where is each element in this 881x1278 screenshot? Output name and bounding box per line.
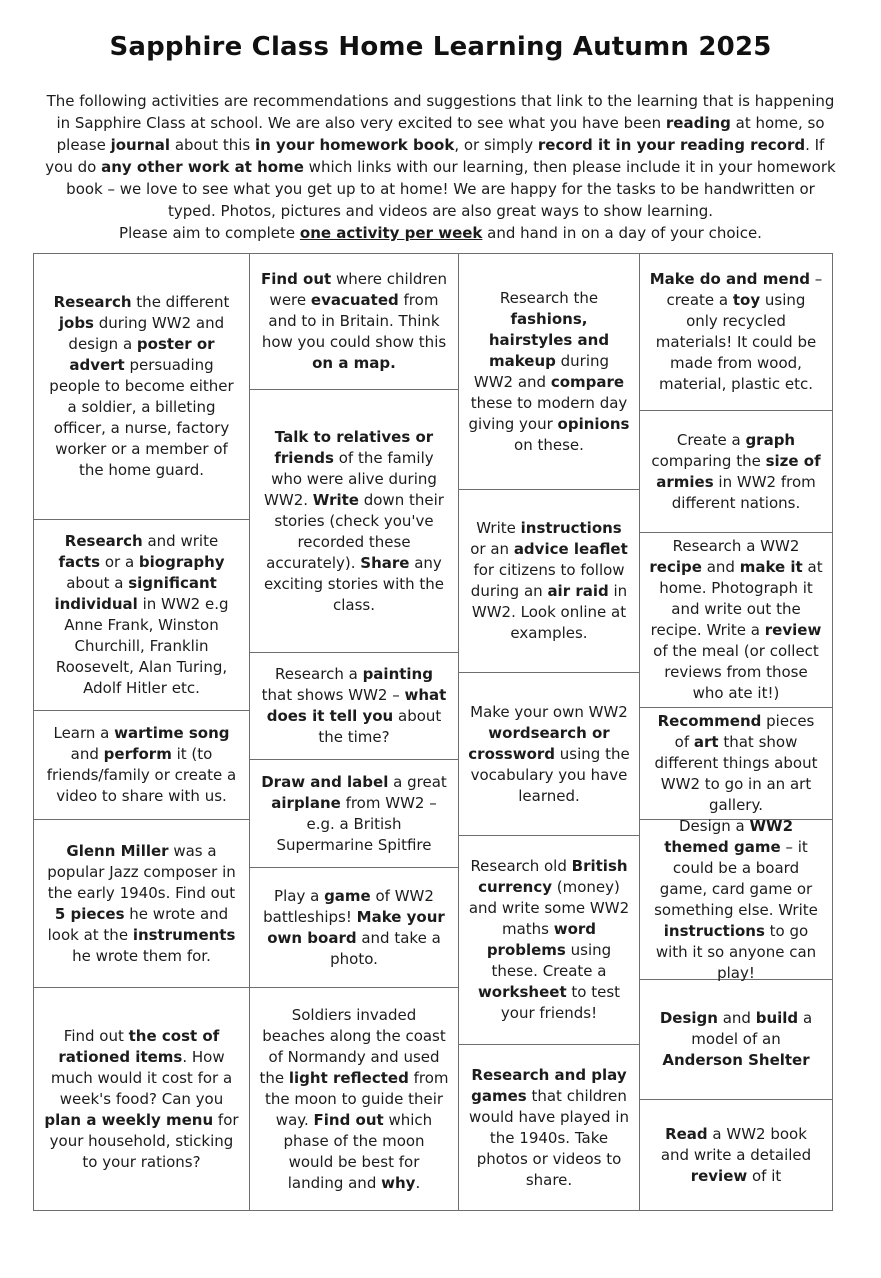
activity-text: Research a WW2 recipe and make it at home. Photograph it and write out the recipe. Write a review of the meal (or collect reviews from those who ate it!) — [649, 537, 823, 702]
activity-cell — [250, 253, 459, 390]
grid-column-4 — [640, 253, 833, 1211]
activity-cell — [459, 836, 640, 1045]
activity-cell — [33, 253, 250, 520]
activity-text: Research the fashions, hairstyles and makeup during WW2 and compare these to modern day giving your opinions on these. — [468, 288, 630, 454]
intro-paragraph: The following activities are recommendations and suggestions that link to the learning that is happening in Sapphire Class at school. We are also very excited to see what you have been reading at home, so please journal about this in your homework book, or simply record it in your reading record. If you do any other work at home which links with our learning, then please include it in your homework book – we love to see what you get up to at home! We are happy for the tasks to be handwritten or typed. Photos, pictures and videos are also great ways to show learning. — [45, 92, 836, 220]
activity-text: Research old British currency (money) and write some WW2 maths word problems using these. Create a worksheet to test your friends! — [468, 857, 630, 1022]
grid-column-1 — [33, 253, 250, 1211]
activity-text: Learn a wartime song and perform it (to friends/family or create a video to share with us. — [46, 724, 237, 805]
activity-cell — [250, 390, 459, 653]
activity-cell — [459, 490, 640, 673]
activity-text: Research and write facts or a biography about a significant individual in WW2 e.g Anne Frank, Winston Churchill, Franklin Roosevelt, Alan Turing, Adolf Hitler etc. — [54, 532, 229, 697]
page-title: Sapphire Class Home Learning Autumn 2025 — [109, 32, 772, 62]
intro-aim-line: Please aim to complete one activity per week and hand in on a day of your choice. — [119, 224, 762, 242]
activity-cell — [459, 673, 640, 836]
activity-text: Draw and label a great airplane from WW2 – e.g. a British Supermarine Spitfire — [261, 772, 447, 854]
activity-cell — [459, 253, 640, 490]
activity-cell — [250, 988, 459, 1211]
activity-cell — [640, 253, 833, 411]
activity-text: Design a WW2 themed game – it could be a board game, card game or something else. Write instructions to go with it so anyone can play! — [654, 816, 818, 982]
activity-text: Research a painting that shows WW2 – what does it tell you about the time? — [261, 665, 447, 746]
activity-grid — [33, 253, 833, 1211]
activity-text: Make do and mend – create a toy using only recycled materials! It could be made from wood, material, plastic etc. — [649, 270, 823, 393]
activity-cell — [640, 816, 833, 982]
activity-cell — [459, 1045, 640, 1211]
document-page — [0, 32, 881, 1211]
activity-text: Find out the cost of rationed items. How much would it cost for a week's food? Can you plan a weekly menu for your household, sticking to your rations? — [44, 1026, 239, 1171]
grid-column-2 — [250, 253, 459, 1211]
activity-text: Recommend pieces of art that show different things about WW2 to go in an art gallery. — [654, 712, 818, 814]
activity-cell — [33, 520, 250, 711]
activity-text: Research the different jobs during WW2 and design a poster or advert persuading people to become either a soldier, a billeting officer, a nurse, factory worker or a member of the home guard. — [49, 293, 234, 479]
activity-cell — [640, 708, 833, 820]
activity-text: Make your own WW2 wordsearch or crossword using the vocabulary you have learned. — [468, 702, 630, 805]
activity-cell — [33, 820, 250, 988]
activity-text: Create a graph comparing the size of armies in WW2 from different nations. — [651, 430, 821, 512]
activity-cell — [250, 868, 459, 988]
activity-cell — [33, 988, 250, 1211]
activity-text: Design and build a model of an Anderson Shelter — [659, 1009, 813, 1069]
activity-cell — [33, 711, 250, 820]
activity-text: Talk to relatives or friends of the family who were alive during WW2. Write down their stories (check you've recorded these accurately). Share any exciting stories with the class. — [263, 427, 445, 614]
activity-text: Play a game of WW2 battleships! Make your own board and take a photo. — [263, 886, 445, 968]
activity-cell — [250, 760, 459, 868]
activity-cell — [640, 411, 833, 533]
activity-text: Soldiers invaded beaches along the coast of Normandy and used the light reflected from the moon to guide their way. Find out which phase of the moon would be best for landing and why. — [259, 1005, 449, 1192]
grid-column-3 — [459, 253, 640, 1211]
activity-text: Find out where children were evacuated from and to in Britain. Think how you could show this on a map. — [261, 270, 447, 372]
activity-text: Write instructions or an advice leaflet for citizens to follow during an air raid in WW2. Look online at examples. — [470, 519, 628, 642]
activity-cell — [640, 1100, 833, 1211]
activity-text: Glenn Miller was a popular Jazz composer in the early 1940s. Find out 5 pieces he wrote and look at the instruments he wrote them for. — [47, 841, 236, 965]
activity-text: Read a WW2 book and write a detailed review of it — [660, 1124, 812, 1185]
activity-cell — [640, 980, 833, 1100]
activity-text: Research and play games that children would have played in the 1940s. Take photos or videos to share. — [469, 1065, 629, 1189]
activity-cell — [640, 533, 833, 708]
activity-cell — [250, 653, 459, 760]
